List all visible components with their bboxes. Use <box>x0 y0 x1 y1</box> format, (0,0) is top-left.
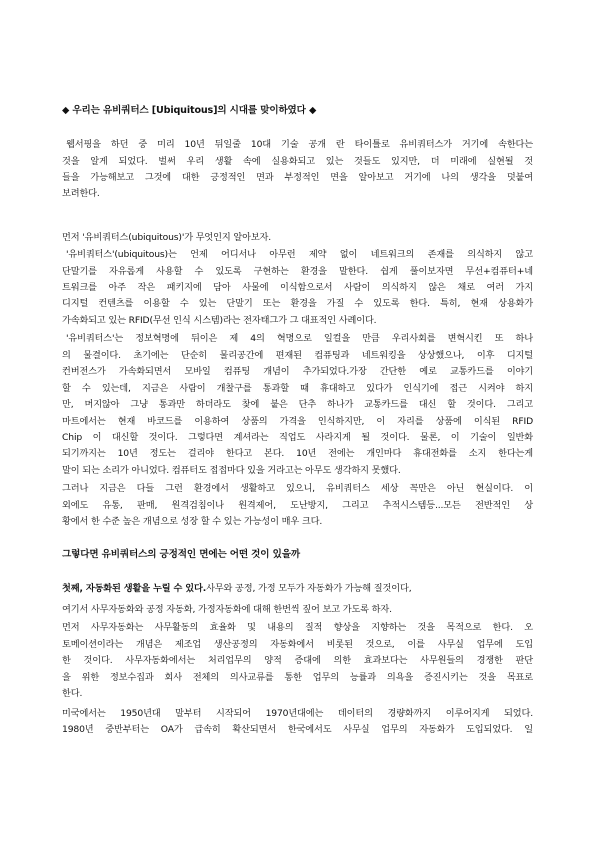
s1p1-line-3: 트워크를 아주 작은 패키지에 담아 사물에 이식함으로서 사람이 의식하지 않은 채로 여러 가지 <box>62 282 533 293</box>
s2-line-8: 1980년 중반부터는 OA가 급속히 확산되면서 한국에서도 사무실 업무의 자동화가 도입되었다. 일 <box>62 724 533 735</box>
s2-first-bold: 첫째, 자동화된 생활을 누릴 수 있다. <box>62 583 207 594</box>
s1p1-line-4: 디지털 컨텐츠를 이용할 수 있는 단말기 또는 환경을 가질 수 있도록 한다. 특히, 현재 상용화가 <box>62 298 533 309</box>
s2-line-4: 한 것이다. 사무자동화에서는 처리업무의 양적 증대에 의한 효과보다는 사무원들의 경쟁한 판단 <box>62 655 533 666</box>
s1p2-line-2: 의 물결이다. 초기에는 단순히 물리공간에 편재된 컴퓨팅과 네트워킹을 상상했으나, 이후 디지털 <box>62 350 533 361</box>
intro-line-3: 들을 가능해보고 그것에 대한 긍정적인 면과 부정적인 면을 알아보고 거기에 나의 생각을 덧붙여 <box>62 172 533 183</box>
s1p2-line-9: 말이 되는 소리가 아니었다. 컴퓨터도 접접마다 있을 거라고는 아무도 생각하지 못했다. <box>62 465 401 476</box>
s1p3-line-3: 황에서 한 수준 높은 개념으로 성장 할 수 있는 가능성이 매우 크다. <box>62 516 323 527</box>
s2-first-rest: 사무와 공정, 가정 모두가 자동화가 가능해 질것이다, <box>206 583 412 594</box>
s2-line-6: 한다. <box>62 688 83 699</box>
s1p2-line-1: '유비쿼터스'는 정보혁명에 뒤이은 제 4의 혁명으로 일컬을 만큼 우리사회를 변혁시킨 또 하나 <box>66 333 533 344</box>
s1p2-line-8: 되기까지는 10년 정도는 걸리야 한다고 본다. 10년 전에는 개인마다 휴대전화를 소지 한다는게 <box>62 448 533 459</box>
s1p1-line-1: '유비쿼터스'(ubiquitous)는 언제 어디서나 아무런 제약 없이 네트워크의 존재를 의식하지 않고 <box>66 249 533 260</box>
s2-line-7: 미국에서는 1950년대 말부터 시작되어 1970년대에는 데이터의 경량화까지 이루어지게 되었다. <box>62 708 533 719</box>
intro-line-2: 것을 알게 되었다. 벌써 우리 생활 속에 실용화되고 있는 것들도 있지만, 더 미래에 실현될 것 <box>62 156 533 167</box>
s1p3-line-2: 외에도 유통, 판매, 원격검침이나 원격제어, 도난방지, 그리고 추적시스템등...모든 전반적인 상 <box>62 500 533 511</box>
intro-line-1: 웹서핑을 하던 중 미리 10년 뒤일줄 10대 기술 공개 란 타이틀로 유비쿼터스가 거기에 속한다는 <box>66 139 533 150</box>
s2-line-1: 여기서 사무자동화와 공정 자동화, 가정자동화에 대해 한번씩 짚어 보고 가도록 하자. <box>62 604 392 615</box>
s1p2-line-5: 만, 머지않아 그냥 통과만 하더라도 찾에 붙은 단추 하나가 교통카드를 대신 할 것이다. 그리고 <box>62 399 533 410</box>
title-heading: ◆ 우리는 유비쿼터스 [Ubiquitous]의 시대를 맞이하였다 ◆ <box>62 105 317 116</box>
s2-line-2: 먼저 사무자동화는 사무활동의 효율화 및 내용의 질적 향상을 지향하는 것을 목적으로 한다. 오 <box>62 622 533 633</box>
s1p2-line-4: 할 수 있는데, 지금은 사람이 개찰구를 통과할 때 휴대하고 있다가 인식기에 접근 시켜야 하지 <box>62 383 533 394</box>
s1p3-line-1: 그러나 지금은 다들 그런 환경에서 생활하고 있으니, 유비쿼터스 세상 꼭만은 아닌 현실이다. 이 <box>62 483 533 494</box>
s1p1-line-5: 가속화되고 있는 RFID(무선 인식 시스템)라는 전자태그가 그 대표적인 사례이다. <box>62 315 377 326</box>
s1p2-line-3: 컨버전스가 가속화되면서 모바일 컴퓨팅 개념이 추가되었다.가장 간단한 예로 교통카드를 이야기 <box>62 366 533 377</box>
section2-heading: 그렇다면 유비쿼터스의 긍정적인 면에는 어떤 것이 있을까 <box>62 549 300 560</box>
s1p2-line-6: 마트에서는 현재 바코드를 이용하여 상품의 가격을 인식하지만, 이 자리를 상품에 이식된 RFID <box>62 416 533 427</box>
s2-line-5: 을 위한 정보수집과 회사 전체의 의사교류를 통한 업무의 능률과 의욕을 증진시키는 것을 목표로 <box>62 672 533 683</box>
s1p1-line-2: 단말기를 자유롭게 사용할 수 있도록 구현하는 환경을 말한다. 쉽게 풀이보자면 무선+컴퓨터+네 <box>62 266 533 277</box>
s1p2-line-7: Chip 이 대신할 것이다. 그렇다면 계셔라는 직업도 사라지게 될 것이다. 물론, 이 기술이 일반화 <box>62 432 533 443</box>
intro-line-4: 보려한다. <box>62 188 100 199</box>
s2-line-3: 토메이션이라는 개념은 제조업 생산공정의 자동화에서 비롯된 것으로, 이를 사무실 업무에 도입 <box>62 639 533 650</box>
s2-first-line <box>62 583 411 595</box>
section1-lead: 먼저 '유비쿼터스(ubiquitous)'가 무엇인지 알아보자. <box>62 232 272 243</box>
